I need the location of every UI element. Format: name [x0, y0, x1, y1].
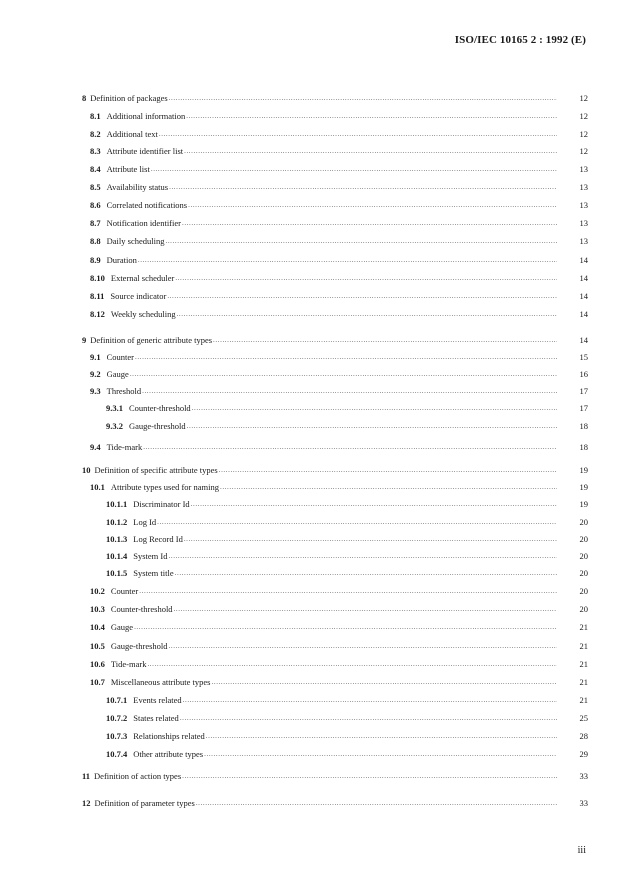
document-header: ISO/IEC 10165 2 : 1992 (E) — [454, 34, 586, 46]
toc-entry-number: 8.7 — [90, 218, 101, 228]
toc-entry-number: 10.6 — [90, 659, 105, 669]
toc-entry[interactable] — [0, 640, 622, 652]
toc-entry-number: 12 — [82, 798, 91, 808]
toc-leader-dots — [169, 550, 558, 562]
toc-entry-number: 10.1.2 — [106, 517, 128, 527]
toc-entry[interactable] — [0, 254, 622, 266]
toc-entry[interactable] — [0, 481, 622, 493]
toc-entry[interactable] — [0, 712, 622, 724]
toc-entry-title: Duration — [106, 255, 137, 265]
toc-entry-number: 9.4 — [90, 442, 101, 452]
toc-entry-page: 21 — [579, 622, 588, 632]
toc-entry-title: External scheduler — [110, 273, 175, 283]
toc-entry-title: Attribute identifier list — [106, 146, 184, 156]
toc-entry[interactable] — [0, 334, 622, 346]
toc-entry-page: 13 — [579, 164, 588, 174]
toc-entry-title: Counter-threshold — [129, 403, 191, 413]
toc-entry-page: 14 — [579, 273, 588, 283]
toc-entry-number: 9.1 — [90, 352, 101, 362]
toc-entry-title: Tide-mark — [110, 659, 147, 669]
toc-entry-title: Correlated notifications — [106, 200, 188, 210]
toc-entry-title: Definition of parameter types — [94, 798, 195, 808]
toc-entry-page: 14 — [579, 335, 588, 345]
toc-entry-title: Definition of specific attribute types — [94, 465, 218, 475]
toc-leader-dots — [174, 603, 557, 615]
toc-entry-number: 10.1.4 — [106, 551, 128, 561]
toc-entry-page: 21 — [579, 695, 588, 705]
toc-entry-title: Attribute list — [106, 164, 150, 174]
toc-entry-page: 12 — [579, 93, 588, 103]
toc-entry-page: 13 — [579, 200, 588, 210]
toc-entry[interactable] — [0, 533, 622, 545]
page-number: iii — [577, 845, 586, 856]
toc-entry-page: 13 — [579, 218, 588, 228]
toc-entry-number: 9.3.2 — [106, 421, 123, 431]
toc-entry-number: 10.7 — [90, 677, 105, 687]
toc-leader-dots — [188, 199, 557, 211]
toc-entry-page: 20 — [579, 517, 588, 527]
toc-entry[interactable] — [0, 290, 622, 302]
toc-entry-number: 9.3 — [90, 386, 101, 396]
toc-entry-number: 10.7.1 — [106, 695, 128, 705]
toc-leader-dots — [182, 770, 557, 782]
toc-leader-dots — [143, 441, 557, 453]
toc-entry-number: 9.2 — [90, 369, 101, 379]
toc-entry-page: 20 — [579, 568, 588, 578]
toc-leader-dots — [182, 217, 557, 229]
toc-entry-page: 21 — [579, 641, 588, 651]
toc-entry-title: Weekly scheduling — [110, 309, 176, 319]
toc-entry-number: 8.9 — [90, 255, 101, 265]
toc-leader-dots — [204, 748, 557, 760]
toc-entry[interactable] — [0, 145, 622, 157]
toc-entry-number: 10.3 — [90, 604, 105, 614]
toc-entry[interactable] — [0, 92, 622, 104]
toc-entry-page: 20 — [579, 586, 588, 596]
toc-entry-number: 10.1 — [90, 482, 105, 492]
toc-entry-number: 11 — [82, 771, 91, 781]
toc-leader-dots — [212, 676, 558, 688]
toc-entry[interactable] — [0, 797, 622, 809]
toc-leader-dots — [220, 481, 557, 493]
toc-leader-dots — [175, 272, 557, 284]
toc-entry[interactable] — [0, 748, 622, 760]
toc-leader-dots — [139, 585, 557, 597]
toc-entry-page: 14 — [579, 255, 588, 265]
toc-entry-number: 10.1.1 — [106, 499, 128, 509]
toc-entry-title: Definition of generic attribute types — [90, 335, 213, 345]
toc-leader-dots — [184, 533, 557, 545]
toc-entry-title: Definition of packages — [90, 93, 168, 103]
toc-entry-title: Events related — [133, 695, 182, 705]
toc-entry-number: 8.12 — [90, 309, 105, 319]
toc-entry-number: 8.4 — [90, 164, 101, 174]
toc-entry[interactable] — [0, 235, 622, 247]
toc-leader-dots — [184, 145, 557, 157]
toc-entry[interactable] — [0, 308, 622, 320]
toc-entry[interactable] — [0, 730, 622, 742]
toc-entry-number: 8.1 — [90, 111, 101, 121]
toc-entry-page: 18 — [579, 442, 588, 452]
toc-entry-number: 10.4 — [90, 622, 105, 632]
toc-entry[interactable] — [0, 385, 622, 397]
toc-entry-title: Other attribute types — [133, 749, 204, 759]
toc-entry[interactable] — [0, 199, 622, 211]
toc-leader-dots — [183, 694, 557, 706]
toc-entry-number: 10.1.3 — [106, 534, 128, 544]
toc-entry-title: Counter — [110, 586, 139, 596]
toc-entry-page: 33 — [579, 798, 588, 808]
toc-entry-title: Notification identifier — [106, 218, 181, 228]
toc-entry-title: Definition of action types — [94, 771, 182, 781]
toc-entry-number: 10.2 — [90, 586, 105, 596]
toc-entry[interactable] — [0, 128, 622, 140]
toc-entry-page: 29 — [579, 749, 588, 759]
toc-leader-dots — [167, 290, 557, 302]
toc-entry-title: System title — [133, 568, 174, 578]
toc-entry-page: 15 — [579, 352, 588, 362]
toc-entry[interactable] — [0, 272, 622, 284]
toc-entry-number: 10.7.3 — [106, 731, 128, 741]
toc-entry[interactable] — [0, 402, 622, 414]
toc-leader-dots — [186, 110, 557, 122]
toc-entry-title: Daily scheduling — [106, 236, 165, 246]
toc-leader-dots — [130, 368, 557, 380]
toc-entry-title: States related — [133, 713, 179, 723]
toc-entry-number: 8.11 — [90, 291, 105, 301]
toc-leader-dots — [142, 385, 557, 397]
toc-entry-page: 19 — [579, 482, 588, 492]
toc-leader-dots — [213, 334, 557, 346]
toc-entry[interactable] — [0, 585, 622, 597]
toc-entry-title: Gauge — [106, 369, 129, 379]
toc-entry-title: Additional text — [106, 129, 158, 139]
toc-leader-dots — [169, 92, 557, 104]
toc-entry-number: 10.7.2 — [106, 713, 128, 723]
toc-entry[interactable] — [0, 658, 622, 670]
toc-entry[interactable] — [0, 181, 622, 193]
toc-leader-dots — [196, 797, 557, 809]
toc-entry[interactable] — [0, 110, 622, 122]
toc-entry-page: 12 — [579, 146, 588, 156]
toc-entry[interactable] — [0, 621, 622, 633]
toc-entry-title: Threshold — [106, 386, 142, 396]
toc-entry-title: Counter — [106, 352, 135, 362]
toc-entry-title: Tide-mark — [106, 442, 143, 452]
toc-entry[interactable] — [0, 603, 622, 615]
toc-entry-title: Log Id — [133, 517, 157, 527]
toc-entry-page: 21 — [579, 677, 588, 687]
toc-entry-page: 21 — [579, 659, 588, 669]
toc-entry-page: 13 — [579, 236, 588, 246]
toc-entry-title: Gauge — [110, 622, 134, 632]
toc-entry[interactable] — [0, 676, 622, 688]
toc-leader-dots — [138, 254, 557, 266]
toc-leader-dots — [191, 498, 557, 510]
toc-entry[interactable] — [0, 441, 622, 453]
toc-leader-dots — [219, 464, 557, 476]
toc-entry[interactable] — [0, 694, 622, 706]
toc-leader-dots — [134, 621, 557, 633]
toc-entry-number: 8.5 — [90, 182, 101, 192]
toc-entry-page: 12 — [579, 129, 588, 139]
toc-entry-title: Log Record Id — [133, 534, 183, 544]
toc-entry-number: 9 — [82, 335, 87, 345]
toc-entry[interactable] — [0, 368, 622, 380]
toc-entry-title: Attribute types used for naming — [110, 482, 219, 492]
toc-entry-title: Counter-threshold — [110, 604, 173, 614]
toc-entry-number: 8 — [82, 93, 87, 103]
toc-entry-page: 14 — [579, 309, 588, 319]
toc-entry-number: 10.7.4 — [106, 749, 128, 759]
toc-entry-number: 8.2 — [90, 129, 101, 139]
toc-entry-title: Additional information — [106, 111, 186, 121]
toc-entry-page: 28 — [579, 731, 588, 741]
toc-leader-dots — [147, 658, 557, 670]
toc-entry-page: 17 — [579, 386, 588, 396]
toc-entry[interactable] — [0, 420, 622, 432]
toc-entry-page: 12 — [579, 111, 588, 121]
toc-entry-title: Discriminator Id — [133, 499, 190, 509]
toc-entry-title: System Id — [133, 551, 168, 561]
toc-entry[interactable] — [0, 567, 622, 579]
toc-entry-page: 17 — [579, 403, 588, 413]
toc-entry-title: Relationships related — [133, 731, 205, 741]
toc-entry-page: 18 — [579, 421, 588, 431]
toc-entry-number: 10.5 — [90, 641, 105, 651]
toc-entry[interactable] — [0, 516, 622, 528]
toc-leader-dots — [180, 712, 557, 724]
toc-entry-number: 8.3 — [90, 146, 101, 156]
toc-entry-number: 9.3.1 — [106, 403, 123, 413]
toc-entry[interactable] — [0, 163, 622, 175]
toc-entry-page: 14 — [579, 291, 588, 301]
toc-leader-dots — [165, 235, 557, 247]
toc-leader-dots — [157, 516, 557, 528]
toc-leader-dots — [135, 351, 557, 363]
toc-entry[interactable] — [0, 550, 622, 562]
toc-entry-page: 20 — [579, 534, 588, 544]
toc-leader-dots — [177, 308, 557, 320]
toc-leader-dots — [169, 181, 557, 193]
toc-entry-number: 8.8 — [90, 236, 101, 246]
toc-leader-dots — [187, 420, 557, 432]
toc-entry-title: Availability status — [106, 182, 169, 192]
toc-entry[interactable] — [0, 498, 622, 510]
toc-entry-number: 8.6 — [90, 200, 101, 210]
toc-leader-dots — [175, 567, 557, 579]
toc-entry-page: 19 — [579, 465, 588, 475]
toc-leader-dots — [159, 128, 557, 140]
toc-entry-page: 16 — [579, 369, 588, 379]
toc-entry-title: Source indicator — [110, 291, 167, 301]
toc-entry[interactable] — [0, 217, 622, 229]
toc-entry-number: 10.1.5 — [106, 568, 128, 578]
toc-entry[interactable] — [0, 464, 622, 476]
toc-entry-page: 25 — [579, 713, 588, 723]
toc-entry-title: Gauge-threshold — [129, 421, 186, 431]
toc-leader-dots — [206, 730, 557, 742]
toc-entry-page: 33 — [579, 771, 588, 781]
toc-entry-page: 20 — [579, 551, 588, 561]
toc-leader-dots — [169, 640, 557, 652]
toc-entry-title: Gauge-threshold — [110, 641, 168, 651]
toc-entry[interactable] — [0, 351, 622, 363]
toc-entry-number: 10 — [82, 465, 91, 475]
toc-leader-dots — [192, 402, 557, 414]
toc-entry-number: 8.10 — [90, 273, 105, 283]
toc-entry-page: 19 — [579, 499, 588, 509]
toc-leader-dots — [151, 163, 557, 175]
toc-entry-title: Miscellaneous attribute types — [110, 677, 211, 687]
toc-entry-page: 13 — [579, 182, 588, 192]
toc-entry-page: 20 — [579, 604, 588, 614]
toc-entry[interactable] — [0, 770, 622, 782]
